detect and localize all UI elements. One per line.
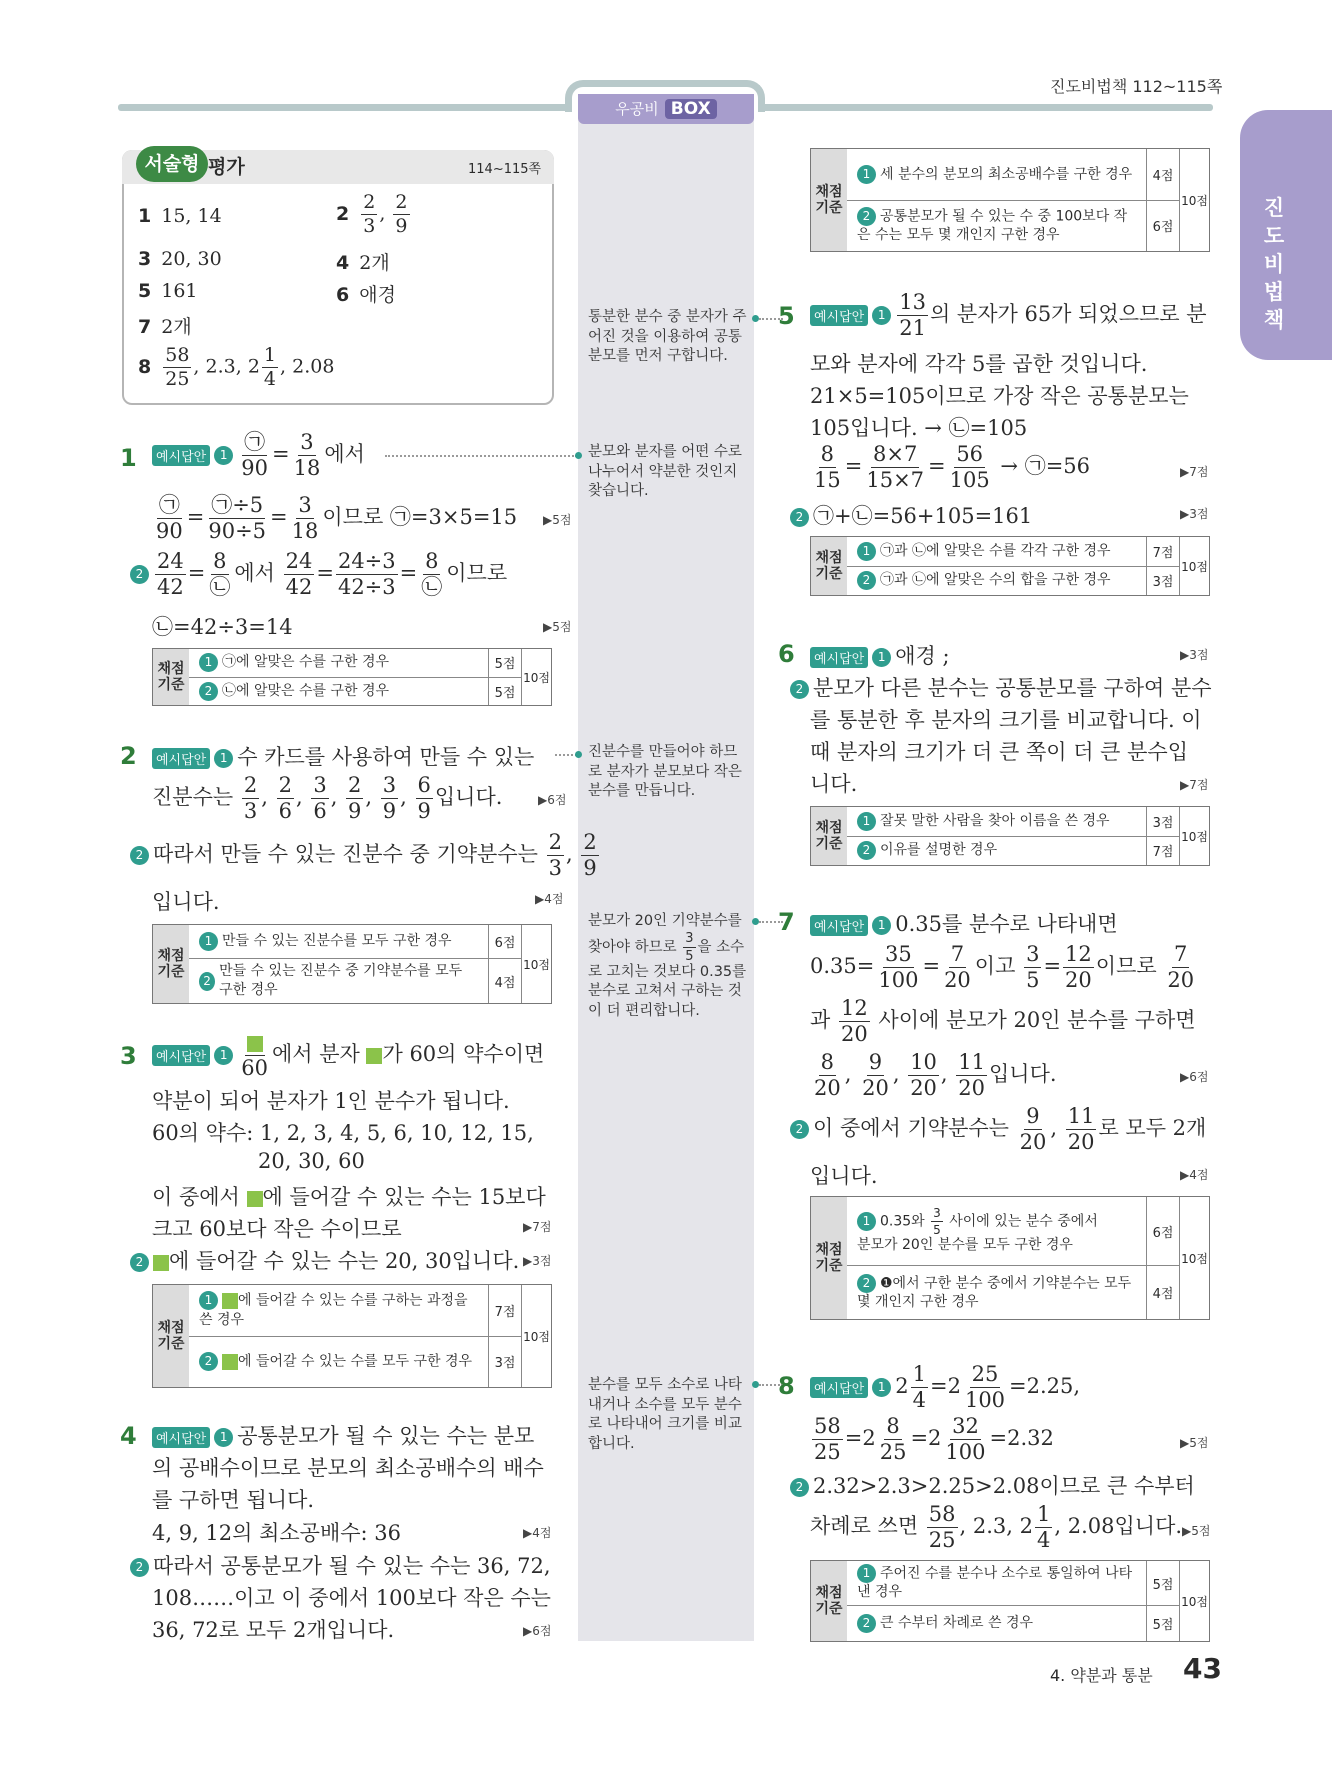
summary-item: 1 15, 14 [138, 205, 222, 227]
q3-line2: 약분이 되어 분자가 1인 분수가 됩니다. [152, 1089, 510, 1113]
q2-line4: 입니다. [152, 890, 220, 914]
summary-item: 3 20, 30 [138, 248, 222, 270]
q3-line7: 2 에 들어갈 수 있는 수는 20, 30입니다. [130, 1245, 519, 1275]
leader-dot [752, 315, 759, 322]
box-label: 우공비 BOX [578, 94, 754, 124]
q4-line1: 예시답안 1 공통분모가 될 수 있는 수는 분모 [152, 1420, 534, 1450]
q1-rubric: 채점 기준 1 ㉠에 알맞은 수를 구한 경우 5점 2 ㉡에 알맞은 수를 구한 경우 5점 10점 [152, 648, 552, 706]
q5-line2: 모와 분자에 각각 5를 곱한 것입니다. [810, 352, 1148, 376]
points: ▶7점 [1180, 465, 1209, 479]
q7-line5: 2 이 중에서 기약분수는 $\frac{9}{20}$ , $\frac{11}{20}$ 로 모두 2개 [790, 1106, 1206, 1153]
points: ▶3점 [523, 1254, 552, 1268]
q8-line3: 2 2.32>2.3>2.25>2.08이므로 큰 수부터 [790, 1470, 1195, 1500]
q4-rubric: 채점 기준 1 세 분수의 분모의 최소공배수를 구한 경우 4점 2 공통분모가 될 수 있는 수 중 100보다 작은 수는 모두 몇 개인지 구한 경우 6점 10점 [810, 148, 1210, 252]
q6-line3: 를 통분한 후 분자의 크기를 비교합니다. 이 [810, 708, 1202, 732]
q1-line1: 예시답안 1 ㉠ 90 = $\frac{3}{18}$ 에서 [152, 432, 365, 479]
question-number: 2 [120, 742, 137, 770]
side-tab-char: 비 [1263, 252, 1285, 276]
points: ▶5점 [543, 513, 572, 527]
points: ▶7점 [523, 1220, 552, 1234]
q7-line6: 입니다. [810, 1164, 878, 1188]
page-reference: 진도비법책 112~115쪽 [1050, 77, 1223, 96]
q7-line4: $\frac{8}{20}$ , $\frac{9}{20}$ , $\frac{10}{20}$ , $\frac{11}{20}$ 입니다. [814, 1050, 1057, 1100]
q4-line6: 108……이고 이 중에서 100보다 작은 수는 [152, 1586, 551, 1610]
points: ▶5점 [1180, 1436, 1209, 1450]
points: ▶7점 [1180, 778, 1209, 792]
points: ▶6점 [523, 1624, 552, 1638]
summary-item: 2 $\frac{2}{3}$ , $\frac{2}{9}$ [336, 191, 408, 237]
points: ▶4점 [523, 1526, 552, 1540]
q5-line5: $\frac{8}{15}$ = $\frac{8\times 7}{15\times 7}$ = $\frac{56}{105}$ → ㉠=56 [814, 442, 1091, 492]
q6-rubric: 채점 기준 1 잘못 말한 사람을 찾아 이름을 쓴 경우 3점 2 이유를 설명한 경우 7점 10점 [810, 806, 1210, 866]
hint-q8: 분수를 모두 소수로 나타내거나 소수를 모두 분수로 나타내어 크기를 비교합니다. [588, 1377, 742, 1452]
q3-line4: 20, 30, 60 [258, 1149, 365, 1173]
points: ▶3점 [1180, 648, 1209, 662]
blank-square-icon [222, 1293, 238, 1309]
q7-line2: 0.35= $\frac{35}{100}$ = $\frac{7}{20}$ 이고 $\frac{3}{5}$ = $\frac{12}{20}$ 이므로 $\frac{7}{20}$ [810, 942, 1195, 992]
q6-line5: 니다. [810, 772, 858, 796]
summary-item: 7 2개 [138, 316, 192, 338]
summary-title: 평가 [208, 156, 245, 178]
leader-line [555, 754, 577, 756]
q1-line3: 2 $\frac{24}{42}$ = 8 ㉡ 에서 $\frac{24}{42}$ = $\frac{24\div 3}{42\div 3}$ = 8 ㉡ 이므로 [130, 551, 507, 598]
q6-line1: 예시답안 1 애경 ; [810, 640, 950, 670]
blank-square-icon [366, 1048, 382, 1064]
q4-line7: 36, 72로 모두 2개입니다. [152, 1618, 395, 1642]
q2-line1: 예시답안 1 수 카드를 사용하여 만들 수 있는 [152, 741, 534, 771]
q3-line1: 예시답안 1 60 에서 분자 가 60의 약수이면 [152, 1032, 544, 1079]
summary-item: 8 $\frac{58}{25}$ , 2.3, 2 $\frac{1}{4}$ , 2.08 [138, 344, 335, 390]
side-tab-char: 도 [1263, 224, 1285, 248]
q2-line3: 2 따라서 만들 수 있는 진분수 중 기약분수는 $\frac{2}{3}$ , $\frac{2}{9}$ [130, 832, 601, 879]
q4-line4: 4, 9, 12의 최소공배수: 36 [152, 1521, 402, 1545]
points: ▶6점 [1180, 1070, 1209, 1084]
blank-square-icon [153, 1255, 169, 1271]
q8-rubric: 채점 기준 1 주어진 수를 분수나 소수로 통일하여 나타낸 경우 5점 2 큰 수부터 차례로 쓴 경우 5점 10점 [810, 1560, 1210, 1642]
points: ▶4점 [535, 892, 564, 906]
blank-square-icon [247, 1191, 263, 1207]
q5-line6: 2 ㉠+㉡=56+105=161 [790, 500, 1032, 530]
q4-line2: 의 공배수이므로 분모의 최소공배수의 배수 [152, 1456, 544, 1480]
footer-chapter: 4. 약분과 통분 [1050, 1666, 1153, 1685]
q3-line3: 60의 약수: 1, 2, 3, 4, 5, 6, 10, 12, 15, [152, 1121, 534, 1145]
question-number: 7 [778, 908, 795, 936]
summary-pill: 서술형 [136, 146, 208, 182]
hint-q2: 진분수를 만들어야 하므로 분자가 분모보다 작은 분수를 만듭니다. [588, 744, 742, 800]
page-number: 43 [1183, 1652, 1222, 1685]
points: ▶5점 [1182, 1524, 1211, 1538]
q2-rubric: 채점 기준 1 만들 수 있는 진분수를 모두 구한 경우 6점 2 만들 수 있는 진분수 중 기약분수를 모두 구한 경우 4점 10점 [152, 924, 552, 1004]
q7-line3: 과 $\frac{12}{20}$ 사이에 분모가 20인 분수를 구하면 [810, 996, 1196, 1046]
question-number: 8 [778, 1372, 795, 1400]
q5-rubric: 채점 기준 1 ㉠과 ㉡에 알맞은 수를 각각 구한 경우 7점 2 ㉠과 ㉡에 알맞은 수의 합을 구한 경우 3점 10점 [810, 536, 1210, 596]
leader-line [385, 455, 577, 457]
points: ▶3점 [1180, 507, 1209, 521]
leader-dot [575, 452, 582, 459]
side-tab-char: 책 [1263, 308, 1285, 332]
q5-line4: 105입니다. → ㉡=105 [810, 416, 1028, 440]
q8-line2: $\frac{58}{25}$ =2 $\frac{8}{25}$ =2 $\frac{32}{100}$ =2.32 [814, 1414, 1054, 1464]
q7-rubric: 채점 기준 1 0.35와 $\frac{3}{5}$ 사이에 있는 분수 중에서 분모가 20인 분수를 모두 구한 경우 6점 2 ❶에서 구한 분수 중에서 기약분수는 모두 몇 개인지 구한 경우 4점 10점 [810, 1196, 1210, 1320]
question-number: 6 [778, 640, 795, 668]
summary-pages: 114~115쪽 [468, 162, 542, 177]
q6-line2: 2 분모가 다른 분수는 공통분모를 구하여 분수 [790, 672, 1212, 702]
q2-line2: 진분수는 $\frac{2}{3}$ , $\frac{2}{6}$ , $\frac{3}{6}$ , $\frac{2}{9}$ , $\frac{3}{9}$ , $\frac{6}{9}$ 입니다. [152, 773, 503, 823]
question-number: 1 [120, 444, 137, 472]
q1-line2: ㉠ 90 = $\frac{㉠\div 5}{90\div 5}$ = $\frac{3}{18}$ 이므로 ㉠=3×5=15 [156, 493, 518, 543]
hint-q7: 분모가 20인 기약분수를 찾아야 하므로 $\frac{3}{5}$ 을 소수로 고치는 것보다 0.35를 분수로 고쳐서 구하는 것이 더 편리합니다. [588, 913, 747, 1019]
leader-dot [752, 1381, 759, 1388]
q3-line5: 이 중에서 에 들어갈 수 있는 수는 15보다 [152, 1185, 546, 1209]
side-tab [1240, 110, 1332, 360]
q8-line1: 예시답안 1 2 $\frac{1}{4}$ =2 $\frac{25}{100}$ =2.25, [810, 1364, 1080, 1411]
hint-q1: 분모와 분자를 어떤 수로 나누어서 약분한 것인지 찾습니다. [588, 444, 742, 500]
q6-line4: 때 분자의 크기가 더 큰 쪽이 더 큰 분수입 [810, 740, 1188, 764]
q5-line3: 21×5=105이므로 가장 작은 공통분모는 [810, 384, 1189, 408]
summary-item: 6 애경 [336, 284, 396, 306]
summary-item: 5 161 [138, 280, 198, 302]
summary-item: 4 2개 [336, 252, 390, 274]
side-tab-char: 진 [1263, 196, 1285, 220]
q5-line1: 예시답안 1 $\frac{13}{21}$ 의 분자가 65가 되었으므로 분 [810, 292, 1207, 339]
q3-rubric: 채점 기준 1 에 들어갈 수 있는 수를 구하는 과정을 쓴 경우 7점 2 에 들어갈 수 있는 수를 모두 구한 경우 3점 10점 [152, 1284, 552, 1388]
q7-line1: 예시답안 1 0.35를 분수로 나타내면 [810, 908, 1118, 938]
blank-square-icon [222, 1354, 238, 1370]
side-tab-char: 법 [1263, 280, 1285, 304]
question-number: 4 [120, 1422, 137, 1450]
q1-line4: ㉡=42÷3=14 [152, 615, 293, 639]
points: ▶4점 [1180, 1168, 1209, 1182]
leader-dot [752, 918, 759, 925]
points: ▶5점 [543, 620, 572, 634]
leader-dot [575, 751, 582, 758]
question-number: 3 [120, 1042, 137, 1070]
hint-q5: 통분한 분수 중 분자가 주어진 것을 이용하여 공통분모를 먼저 구합니다. [588, 309, 747, 365]
question-number: 5 [778, 302, 795, 330]
points: ▶6점 [538, 793, 567, 807]
q4-line3: 를 구하면 됩니다. [152, 1488, 315, 1512]
q3-line6: 크고 60보다 작은 수이므로 [152, 1217, 402, 1241]
q4-line5: 2 따라서 공통분모가 될 수 있는 수는 36, 72, [130, 1550, 551, 1580]
blank-square-icon [247, 1036, 263, 1052]
q8-line4: 차례로 쓰면 $\frac{58}{25}$ , 2.3, 2 $\frac{1}{4}$ , 2.08입니다. [810, 1502, 1183, 1552]
